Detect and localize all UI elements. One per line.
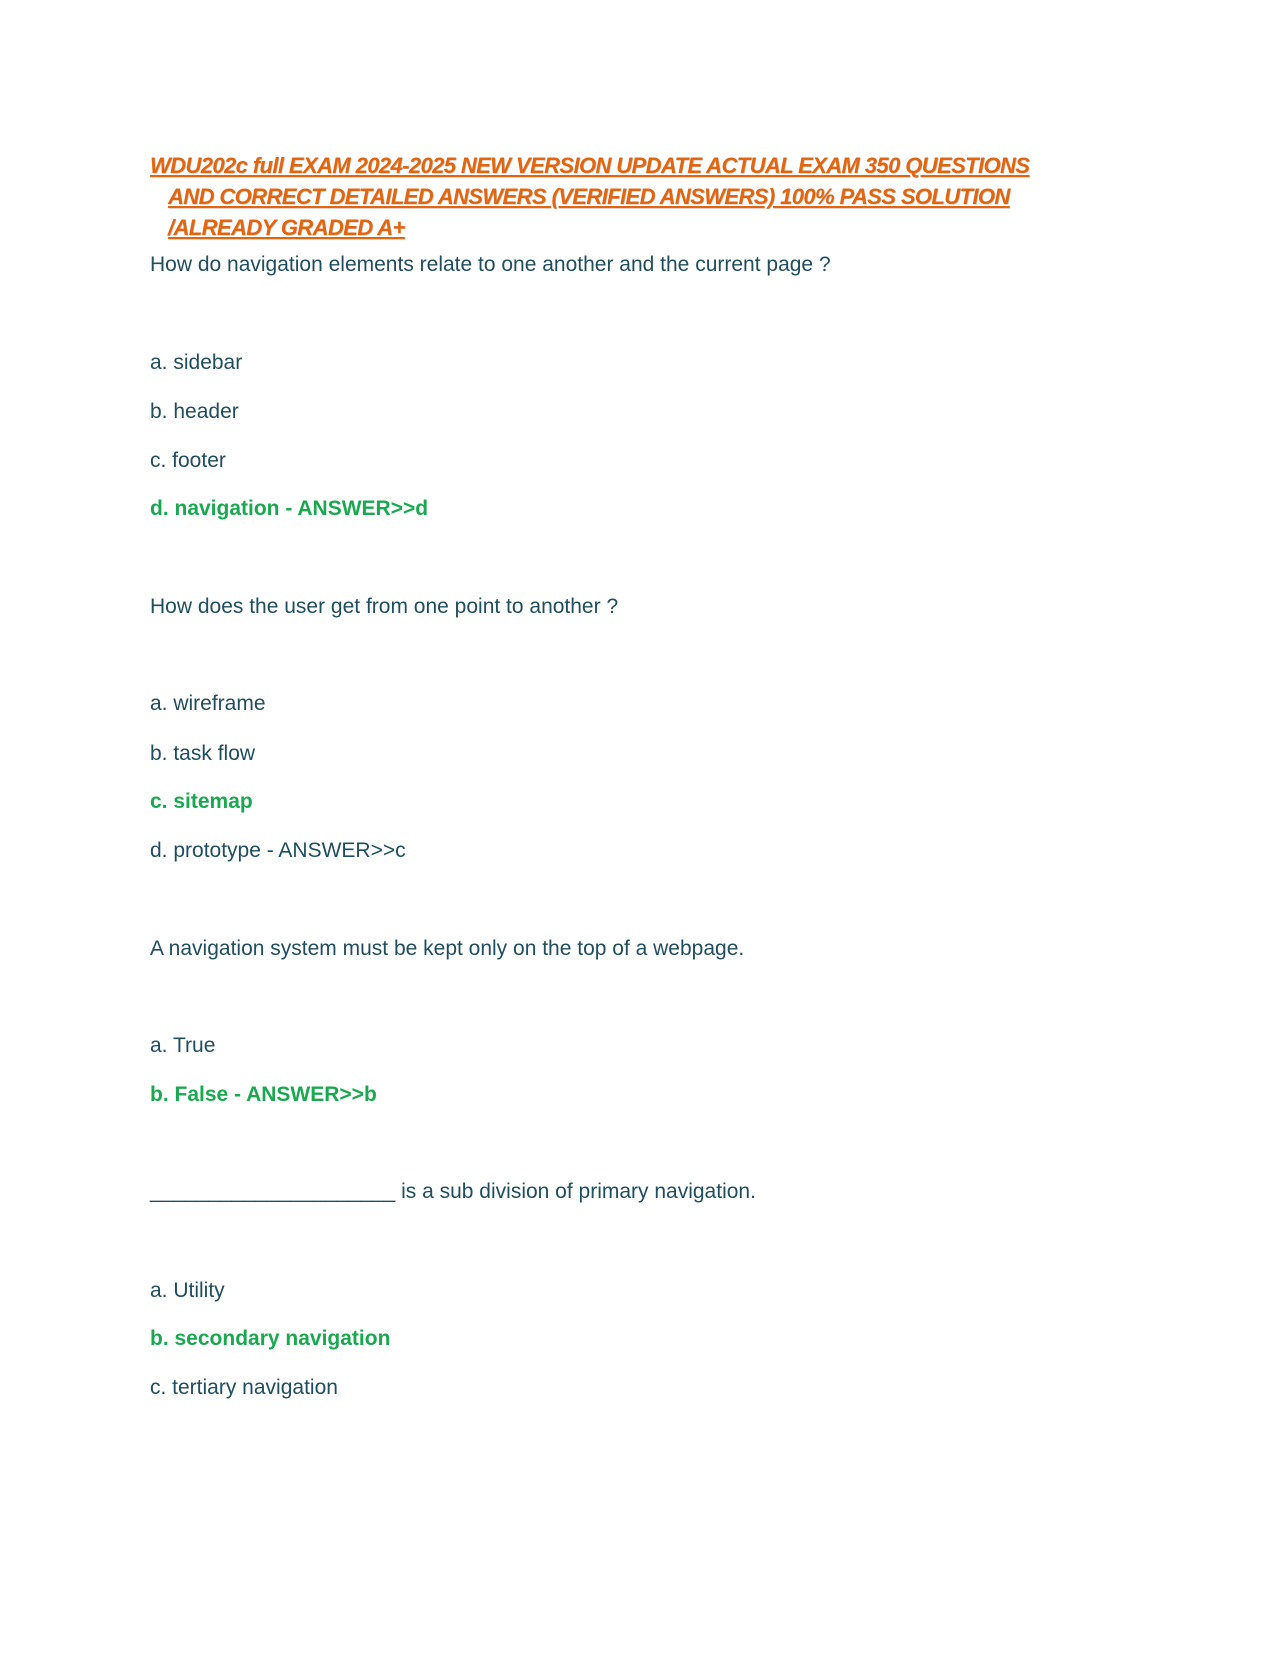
question-1-option-a: a. sidebar — [150, 351, 243, 374]
question-4-option-c: c. tertiary navigation — [150, 1376, 338, 1399]
title-line-2: AND CORRECT DETAILED ANSWERS (VERIFIED ANSWERS) 100% PASS SOLUTION — [168, 184, 1010, 209]
question-3-option-a: a. True — [150, 1034, 216, 1057]
question-3-option-b-answer: b. False - ANSWER>>b — [150, 1083, 377, 1106]
question-4-prompt: _____________________ is a sub division of primary navigation. — [150, 1180, 756, 1203]
question-4-option-a: a. Utility — [150, 1279, 225, 1302]
question-2-option-c-answer: c. sitemap — [150, 790, 253, 813]
question-2-option-b: b. task flow — [150, 742, 256, 765]
question-2-option-d: d. prototype - ANSWER>>c — [150, 839, 406, 862]
question-2-option-a: a. wireframe — [150, 692, 266, 715]
question-1-option-d-answer: d. navigation - ANSWER>>d — [150, 497, 429, 520]
question-3-prompt: A navigation system must be kept only on the top of a webpage. — [150, 937, 745, 960]
question-1-option-c: c. footer — [150, 449, 226, 472]
document-title — [150, 150, 1070, 243]
question-2-prompt: How does the user get from one point to another ? — [150, 595, 619, 618]
question-4-option-b-answer: b. secondary navigation — [150, 1327, 391, 1350]
question-1-option-b: b. header — [150, 400, 239, 423]
question-1-prompt: How do navigation elements relate to one another and the current page ? — [150, 253, 831, 276]
title-line-3: /ALREADY GRADED A+ — [168, 215, 405, 240]
title-line-1: WDU202c full EXAM 2024-2025 NEW VERSION UPDATE ACTUAL EXAM 350 QUESTIONS — [150, 153, 1030, 178]
